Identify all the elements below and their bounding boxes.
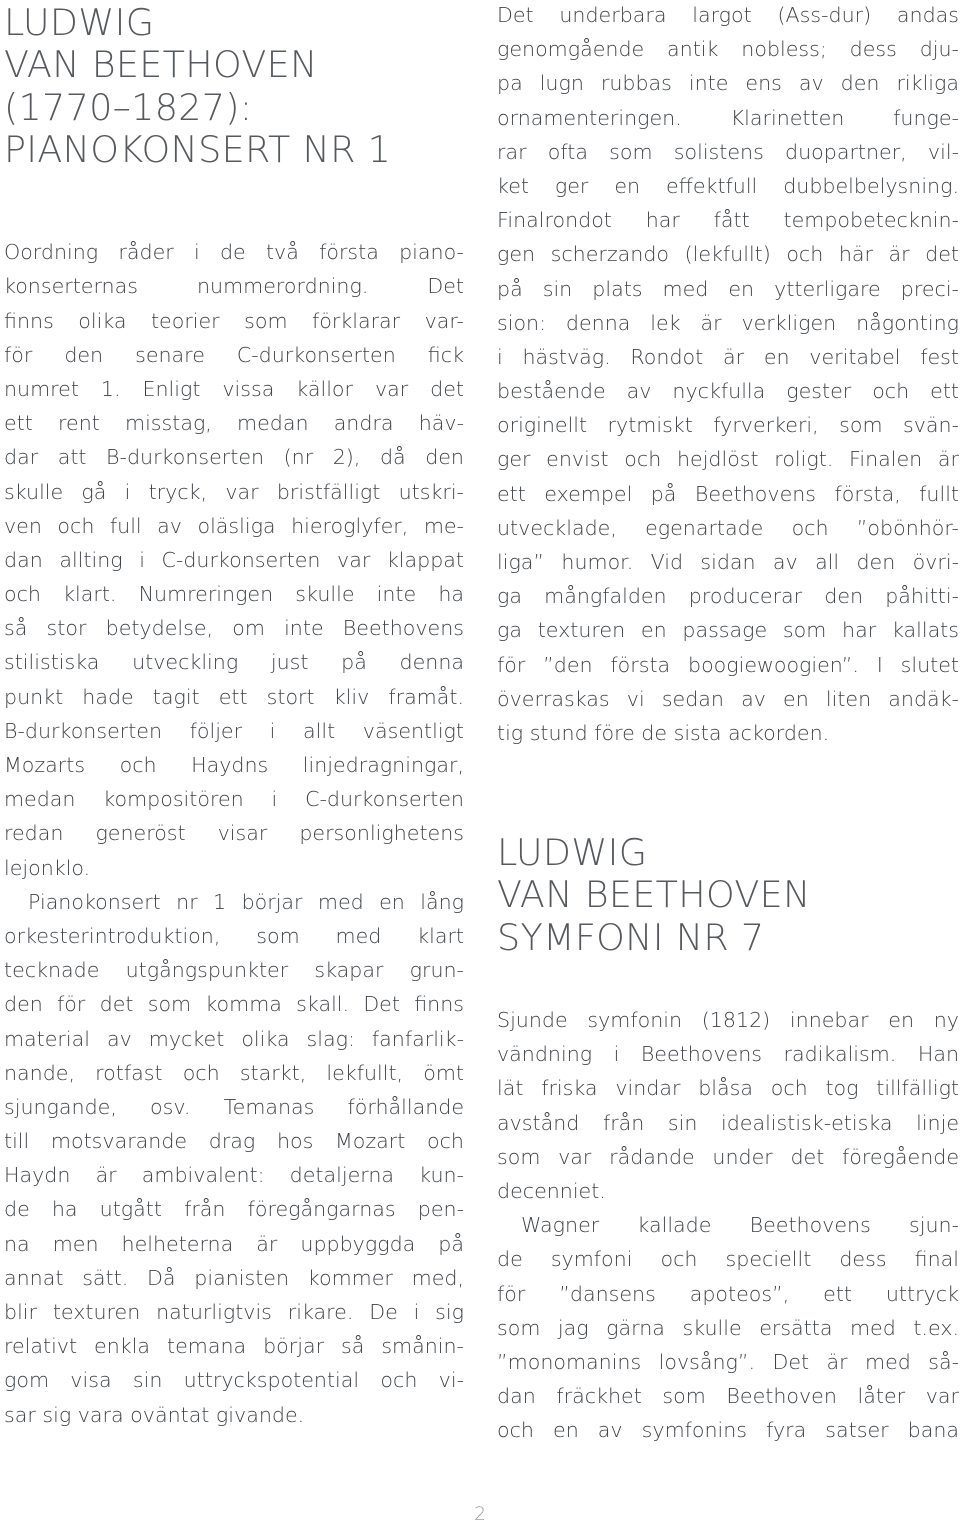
text-line: decenniet. (497, 1178, 606, 1203)
text-line: ga mångfalden producerar den påhitti- (497, 584, 959, 609)
text-line: som var rådande under det föregående (497, 1144, 959, 1169)
text-line: orkesterintroduktion, som med klart (4, 923, 464, 948)
text-line: avstånd från sin idealistisk-etiska linje (497, 1110, 959, 1135)
text-line: gen scherzando (lekfullt) och här är det (497, 242, 959, 267)
text-line: skulle gå i tryck, var bristfälligt utskri- (4, 479, 464, 504)
text-line: vändning i Beethovens radikalism. Han (497, 1042, 959, 1067)
text-line: till motsvarande drag hos Mozart och (4, 1129, 464, 1154)
text-line: numret 1. Enligt vissa källor var det (4, 376, 464, 401)
text-line: ett exempel på Beethovens första, fullt (497, 481, 959, 506)
text-line: na men helheterna är uppbyggda på (4, 1231, 464, 1256)
heading-line: LUDWIG (4, 1, 155, 44)
text-line: B-durkonserten följer i allt väsentligt (4, 718, 464, 743)
text-line: Det underbara largot (Ass-dur) andas (497, 3, 959, 27)
text-line: redan generöst visar personlighetens (4, 821, 464, 846)
text-line: blir texturen naturligtvis rikare. De i sig (4, 1300, 464, 1324)
text-line: tecknade utgångspunkter skapar grun- (4, 958, 464, 983)
heading-symfoni (497, 832, 959, 959)
heading-line: VAN BEETHOVEN (4, 43, 318, 87)
text-line: ga texturen en passage som har kallats (497, 618, 959, 643)
text-line: ornamenteringen. Klarinetten funge- (497, 105, 959, 130)
text-line: på sin plats med en ytterligare preci- (497, 276, 959, 301)
heading-line: LUDWIG (497, 831, 648, 875)
text-line: som jag gärna skulle ersätta med t.ex. (497, 1315, 959, 1340)
text-line: för den senare C-durkonserten fick (4, 342, 464, 367)
text-line: originellt rytmiskt fyrverkeri, som svän- (497, 413, 959, 438)
text-line: rar ofta som solistens duopartner, vil- (497, 139, 959, 164)
text-line: Mozarts och Haydns linjedragningar, (4, 753, 464, 777)
text-line: i hästväg. Rondot är en veritabel fest (497, 344, 959, 369)
text-line: annat sätt. Då pianisten kommer med, (4, 1265, 464, 1290)
text-line: tig stund före de sista ackorden. (497, 720, 830, 745)
heading-line: PIANOKONSERT NR 1 (4, 127, 392, 171)
text-line: den för det som komma skall. Det finns (4, 992, 464, 1017)
text-line: utvecklade, egenartade och ”obönhör- (497, 515, 959, 540)
text-line: de symfoni och speciellt dess final (497, 1247, 959, 1272)
text-line: punkt hade tagit ett stort kliv framåt. (4, 684, 464, 709)
right-body-text-top (497, 0, 959, 750)
text-line: så stor betydelse, om inte Beethovens (4, 616, 464, 641)
text-line: Oordning råder i de två första piano- (4, 240, 464, 265)
text-line: sjungande, osv. Temanas förhållande (4, 1094, 464, 1119)
text-line: ket ger en effektfull dubbelbelysning. (497, 173, 959, 198)
left-column (4, 2, 464, 1432)
heading-line: (1770–1827): (4, 85, 253, 129)
text-line: genomgående antik nobless; dess dju- (497, 37, 959, 62)
text-line: gom visa sin uttryckspotential och vi- (4, 1368, 464, 1393)
text-line: ett rent misstag, medan andra häv- (4, 411, 464, 436)
text-line: lät friska vindar blåsa och tog tillfälligt (497, 1076, 959, 1101)
text-line: ”monomanins lovsång”. Det är med så- (497, 1349, 959, 1374)
text-line: ven och full av oläsliga hieroglyfer, me- (4, 513, 464, 538)
heading-pianokonsert (4, 2, 464, 171)
text-line: Finalrondot har fått tempobetecknin- (497, 208, 959, 233)
text-line: dar att B-durkonserten (nr 2), då den (4, 445, 464, 470)
text-line: bestående av nyckfulla gester och ett (497, 379, 959, 404)
text-line: pa lugn rubbas inte ens av den rikliga (497, 71, 959, 96)
text-line: Haydn är ambivalent: detaljerna kun- (4, 1163, 464, 1188)
left-body-text (4, 235, 464, 1432)
page-number: 2 (473, 1503, 487, 1525)
text-line: överraskas vi sedan av en liten andäk- (497, 686, 959, 711)
text-line: och en av symfonins fyra satser bana (497, 1418, 959, 1443)
text-line: Wagner kallade Beethovens sjun- (521, 1213, 959, 1238)
text-line: dan allting i C-durkonserten var klappat (4, 547, 464, 572)
text-line: sar sig vara oväntat givande. (4, 1402, 305, 1427)
text-line: och klart. Numreringen skulle inte ha (4, 582, 464, 607)
text-line: för ”den första boogiewoogien”. I slutet (497, 652, 959, 677)
text-line: lejonklo. (4, 855, 91, 880)
text-line: liga” humor. Vid sidan av all den övri- (497, 550, 959, 574)
text-line: Sjunde symfonin (1812) innebar en ny (497, 1008, 959, 1033)
heading-line: VAN BEETHOVEN (497, 873, 811, 917)
text-line: relativt enkla temana börjar så smånin- (4, 1334, 464, 1359)
text-line: sion: denna lek är verkligen någonting (497, 310, 959, 335)
text-line: dan fräckhet som Beethoven låter var (497, 1384, 959, 1409)
text-line: ger envist och hejdlöst roligt. Finalen är (497, 447, 959, 472)
right-body-text-bottom (497, 1003, 959, 1447)
text-line: för ”dansens apoteos”, ett uttryck (497, 1281, 959, 1306)
text-line: finns olika teorier som förklarar var- (4, 308, 464, 333)
text-line: nande, rotfast och starkt, lekfullt, ömt (4, 1060, 464, 1085)
text-line: material av mycket olika slag: fanfarlik- (4, 1026, 464, 1051)
heading-line: SYMFONI NR 7 (497, 915, 765, 959)
text-line: de ha utgått från föregångarnas pen- (4, 1197, 464, 1222)
right-column (497, 0, 959, 1447)
text-line: konserternas nummerordning. Det (4, 274, 464, 299)
text-line: medan kompositören i C-durkonserten (4, 787, 464, 812)
text-line: stilistiska utveckling just på denna (4, 650, 464, 675)
text-line: Pianokonsert nr 1 börjar med en lång (28, 889, 464, 914)
